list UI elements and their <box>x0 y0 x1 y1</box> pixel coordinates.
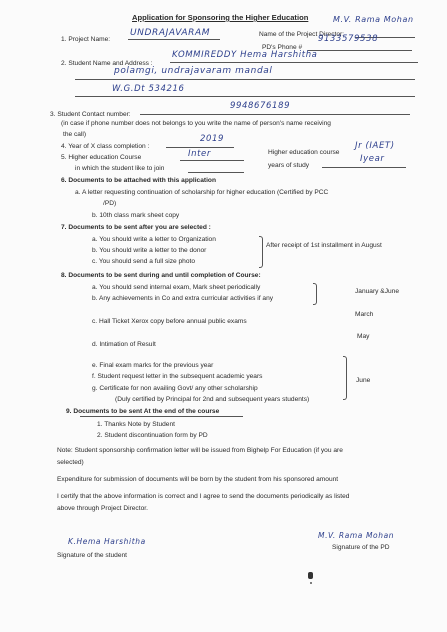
sec9-heading <box>66 408 219 416</box>
contact-label: 3. Student Contact number: <box>50 111 131 118</box>
project-name-label: 1. Project Name: <box>61 36 111 43</box>
year-x-line <box>166 147 234 148</box>
address-line1-rule <box>75 79 415 80</box>
student-name-line <box>170 62 418 63</box>
sec8-ab-brace <box>313 283 317 305</box>
contact-note-1: (in case if phone number does not belongs to you write the name of person's name receiving <box>61 120 331 127</box>
sec7-a: a. You should write a letter to Organization <box>92 236 216 243</box>
address-line1: polamgi, undrajavaram mandal <box>114 66 273 76</box>
sec8-a: a. You should send internal exam, Mark sheet periodically <box>92 284 261 291</box>
course-sub-line <box>188 172 244 173</box>
pd-phone-label: PD's Phone # <box>262 44 303 51</box>
student-signature-label: Signature of the student <box>57 552 128 559</box>
sec6-a2: /PD) <box>103 200 117 207</box>
sec8-heading: 8. Documents to be sent during and until completion of Course: <box>61 272 261 279</box>
years-value: Iyear <box>360 154 385 164</box>
address-line2: W.G.Dt 534216 <box>112 84 185 94</box>
sec6-b: b. 10th class mark sheet copy <box>92 212 180 219</box>
contact-line <box>140 114 410 115</box>
sec7-c: c. You should send a full size photo <box>92 258 196 265</box>
pd-signature: M.V. Rama Mohan <box>318 531 395 540</box>
contact-note-2: the call) <box>63 131 87 138</box>
scan-speck-small <box>310 582 312 584</box>
student-name: KOMMIREDDY Hema Harshitha <box>172 50 318 60</box>
expenditure-note: Expenditure for submission of documents will be born by the student from his sponsored amount <box>57 476 339 483</box>
scan-speck <box>308 572 313 579</box>
sec7-b: b. You should write a letter to the donor <box>92 247 207 254</box>
director-label: Name of the Project Director: <box>259 31 345 38</box>
sec8-may: May <box>357 333 370 340</box>
certify-line-1: I certify that the above information is correct and I agree to send the documents periodically as listed <box>57 493 350 500</box>
he-course-value: Jr (IAET) <box>355 141 395 151</box>
year-x-value: 2019 <box>200 134 225 144</box>
note-line-2: selected) <box>57 459 84 466</box>
sec8-june: June <box>356 377 371 384</box>
sec9-underline <box>80 416 243 417</box>
year-x-label: 4. Year of X class completion : <box>61 143 150 150</box>
course-value: Inter <box>188 149 211 159</box>
student-label: 2. Student Name and Address : <box>61 60 153 67</box>
project-name-line <box>128 39 220 40</box>
project-name-value: UNDRAJAVARAM <box>130 28 211 38</box>
course-line <box>180 160 244 161</box>
sec8-c: c. Hall Ticket Xerox copy before annual public exams <box>92 318 247 325</box>
sec8-jan-june: January &June <box>355 288 399 295</box>
sec8-d: d. Intimation of Result <box>92 341 156 348</box>
certify-line-2: above through Project Director. <box>57 505 148 512</box>
pd-signature-label: Signature of the PD <box>332 544 390 551</box>
sec7-heading: 7. Documents to be sent after you are selected : <box>61 224 211 231</box>
sec8-g1: g. Certificate for non availing Govt/ any other scholarship <box>92 385 258 392</box>
sec8-march: March <box>355 311 374 318</box>
sec9-heading-text: 9. Documents to be sent At the end of the course <box>66 408 220 415</box>
student-signature: K.Hema Harshitha <box>68 537 146 546</box>
sec9-item-1: 1. Thanks Note by Student <box>97 421 175 428</box>
sec8-e: e. Final exam marks for the previous year <box>92 362 214 369</box>
sec8-f: f. Student request letter in the subsequent academic years <box>92 373 263 380</box>
form-title: Application for Sponsoring the Higher Education <box>132 13 309 22</box>
sec8-g2: (Duly certified by Principal for 2nd and subsequent years students) <box>115 396 310 403</box>
years-line <box>322 167 406 168</box>
director-value: M.V. Rama Mohan <box>333 15 414 24</box>
sec8-b: b. Any achievements in Co and extra curricular activities if any <box>92 295 274 302</box>
sec7-note: After receipt of 1st installment in August <box>266 242 382 249</box>
he-course-label: Higher education course <box>268 149 340 156</box>
sec7-brace <box>259 236 263 268</box>
note-line-1: Note: Student sponsorship confirmation letter will be issued from Bighelp For Education (if you are <box>57 447 343 454</box>
pd-phone-line <box>308 50 412 51</box>
pd-phone-value: 9133579538 <box>318 34 379 44</box>
sec8-efg-brace <box>343 356 347 400</box>
sec6-a1: a. A letter requesting continuation of scholarship for higher education (Certified by PCC <box>75 189 329 196</box>
sec9-item-2: 2. Student discontinuation form by PD <box>97 432 208 439</box>
sec6-heading: 6. Documents to be attached with this application <box>61 177 216 184</box>
address-line2-rule <box>75 96 415 97</box>
years-label: years of study <box>268 162 310 169</box>
contact-value: 9948676189 <box>230 101 291 111</box>
course-sub: in which the student like to join <box>75 165 165 172</box>
course-label: 5. Higher education Course <box>61 154 142 161</box>
